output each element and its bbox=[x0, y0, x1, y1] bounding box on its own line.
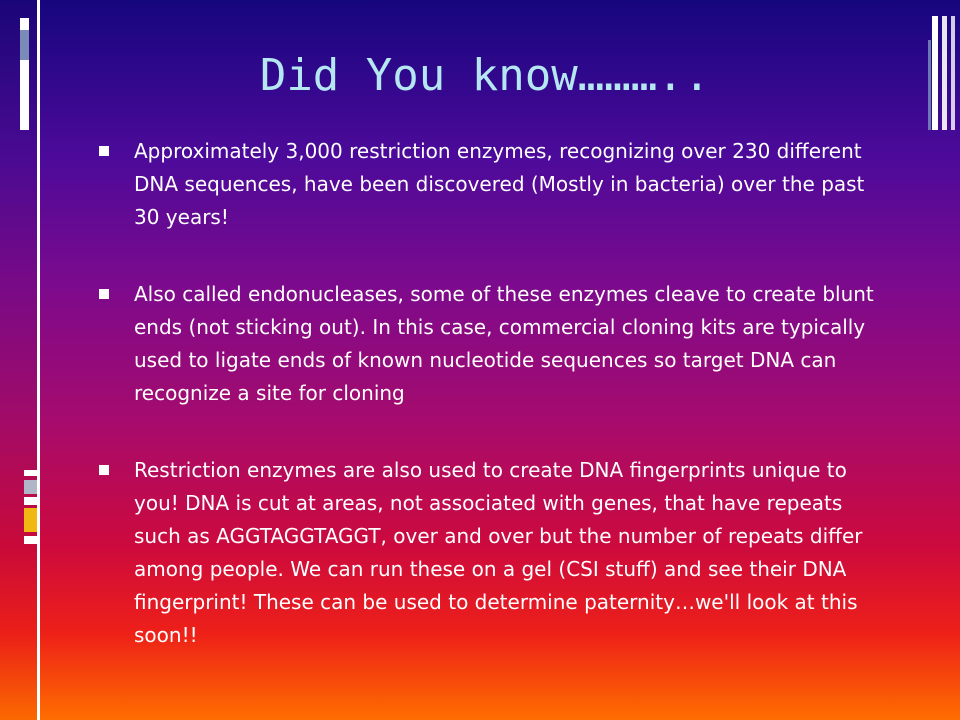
mid-left-decor-yellow bbox=[24, 508, 37, 532]
square-bullet-icon bbox=[99, 465, 109, 475]
left-edge-strip bbox=[0, 0, 37, 720]
top-right-decor-bar-3 bbox=[951, 16, 955, 130]
mid-left-decor-3 bbox=[24, 497, 37, 505]
bullet-text: Also called endonucleases, some of these enzymes cleave to create blunt ends (not sticking out). In this case, commercial cloning kits are typically used to ligate ends of known nucleotide sequences so target DNA can recognize a site for cloning bbox=[134, 282, 874, 405]
mid-left-decor-5 bbox=[24, 536, 37, 544]
bullet-list bbox=[97, 135, 877, 696]
top-right-decor-accent bbox=[928, 40, 931, 130]
square-bullet-icon bbox=[99, 146, 109, 156]
top-right-decor-bar-1 bbox=[932, 16, 938, 130]
left-edge-line bbox=[37, 0, 40, 720]
mid-left-decor-1 bbox=[24, 470, 37, 476]
bullet-item bbox=[97, 454, 877, 652]
square-bullet-icon bbox=[99, 289, 109, 299]
top-left-decor-accent bbox=[20, 30, 29, 60]
bullet-text: Restriction enzymes are also used to create DNA fingerprints unique to you! DNA is cut at areas, not associated with genes, that have repeats such as AGGTAGGTAGGT, over and over but the number of repeats differ among people. We can run these on a gel (CSI stuff) and see their DNA fingerprint! These can be used to determine paternity…we'll look at this soon!! bbox=[134, 458, 863, 647]
mid-left-decor-2 bbox=[24, 480, 37, 494]
bullet-text: Approximately 3,000 restriction enzymes, recognizing over 230 different DNA sequences, have been discovered (Mostly in bacteria) over the past 30 years! bbox=[134, 139, 865, 229]
top-right-decor-bar-2 bbox=[942, 16, 947, 130]
slide-title: Did You know……….. bbox=[259, 50, 711, 101]
bullet-item bbox=[97, 135, 877, 234]
bullet-item bbox=[97, 278, 877, 410]
